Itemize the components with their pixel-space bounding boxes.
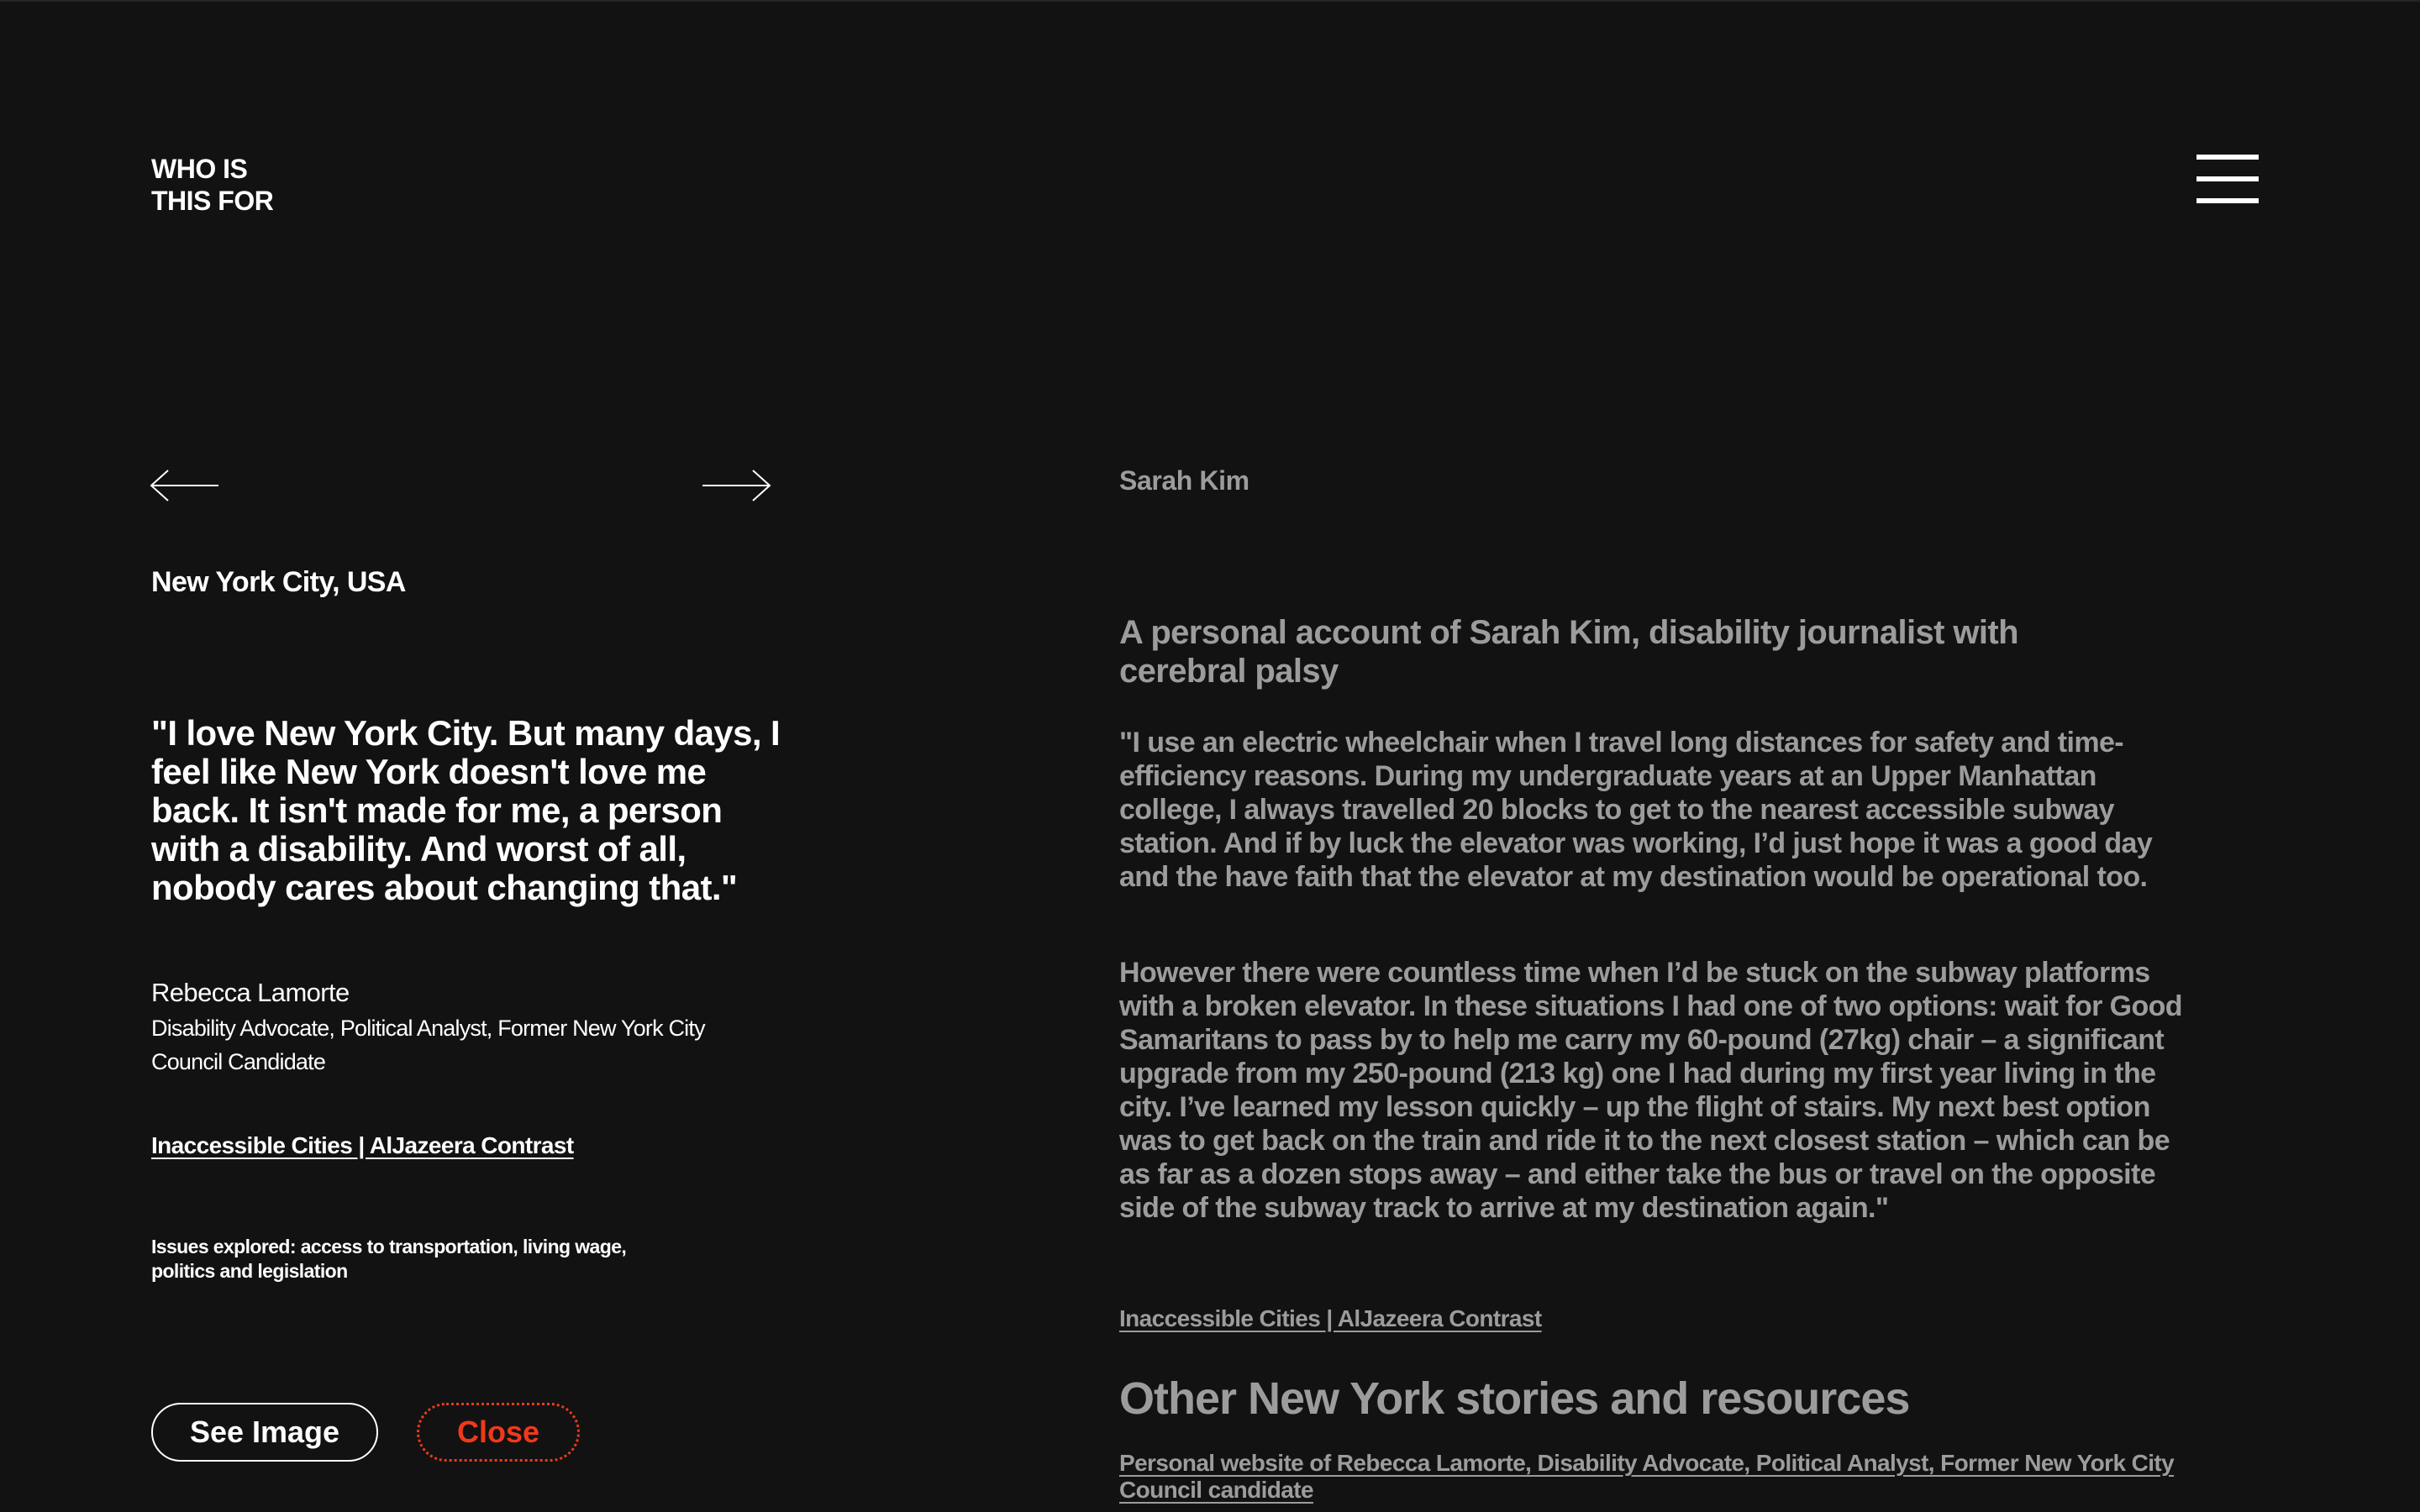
person-role: Disability Advocate, Political Analyst, Former New York City Council Candidate: [151, 1016, 705, 1074]
detail-paragraph: However there were countless time when I’d be stuck on the subway platforms with a broken elevator. In these situations I had one of two options: wait for Good Samaritans to pass by to help me carry my 60-pound (27kg) chair – a significant upgrade from my 250-pound (213 kg) one I had during my first year living in the city. I’ve learned my lesson quickly – up the flight of stairs. My next best option was to get back on the train and ride it to the next closest station – which can be as far as a dozen stops away – and either take the bus or travel on the opposite side of the subway track to arrive at my destination again.": [1119, 957, 2182, 1224]
site-logo[interactable]: [151, 153, 273, 217]
source-link[interactable]: Inaccessible Cities | AlJazeera Contrast: [151, 1132, 574, 1158]
detail-name: Sarah Kim: [1119, 465, 1249, 496]
logo-line-1: WHO IS: [151, 154, 248, 184]
issues-explored: Issues explored: access to transportation, living wage, politics and legislation: [151, 1236, 627, 1282]
arrow-right-icon[interactable]: [701, 469, 771, 502]
close-button[interactable]: Close: [417, 1403, 580, 1462]
other-stories-heading: Other New York stories and resources: [1119, 1373, 1910, 1424]
resource-link[interactable]: Personal website of Rebecca Lamorte, Disability Advocate, Political Analyst, Former New York City Council candidate: [1119, 1450, 2175, 1503]
detail-source-link[interactable]: Inaccessible Cities | AlJazeera Contrast: [1119, 1305, 1542, 1331]
menu-bar: [2196, 155, 2259, 160]
see-image-button[interactable]: See Image: [151, 1403, 378, 1462]
detail-paragraph: "I use an electric wheelchair when I travel long distances for safety and time-efficiency reasons. During my undergraduate years at an Upper Manhattan college, I always travelled 20 blocks to get to the nearest accessible subway station. And if by luck the elevator was working, I’d just hope it was a good day and the have faith that the elevator at my destination would be operational too.: [1119, 727, 2153, 893]
menu-bar: [2196, 176, 2259, 181]
story-quote: "I love New York City. But many days, I feel like New York doesn't love me back. It isn't made for me, a person with a disability. And worst of all, nobody cares about changing that.": [151, 713, 781, 907]
arrow-left-icon[interactable]: [150, 469, 220, 502]
hamburger-menu-icon[interactable]: [2196, 151, 2259, 208]
story-location: New York City, USA: [151, 566, 406, 598]
menu-bar: [2196, 198, 2259, 203]
person-name: Rebecca Lamorte: [151, 978, 350, 1007]
logo-line-2: THIS FOR: [151, 186, 274, 216]
detail-heading: A personal account of Sarah Kim, disability journalist with cerebral palsy: [1119, 614, 2018, 690]
